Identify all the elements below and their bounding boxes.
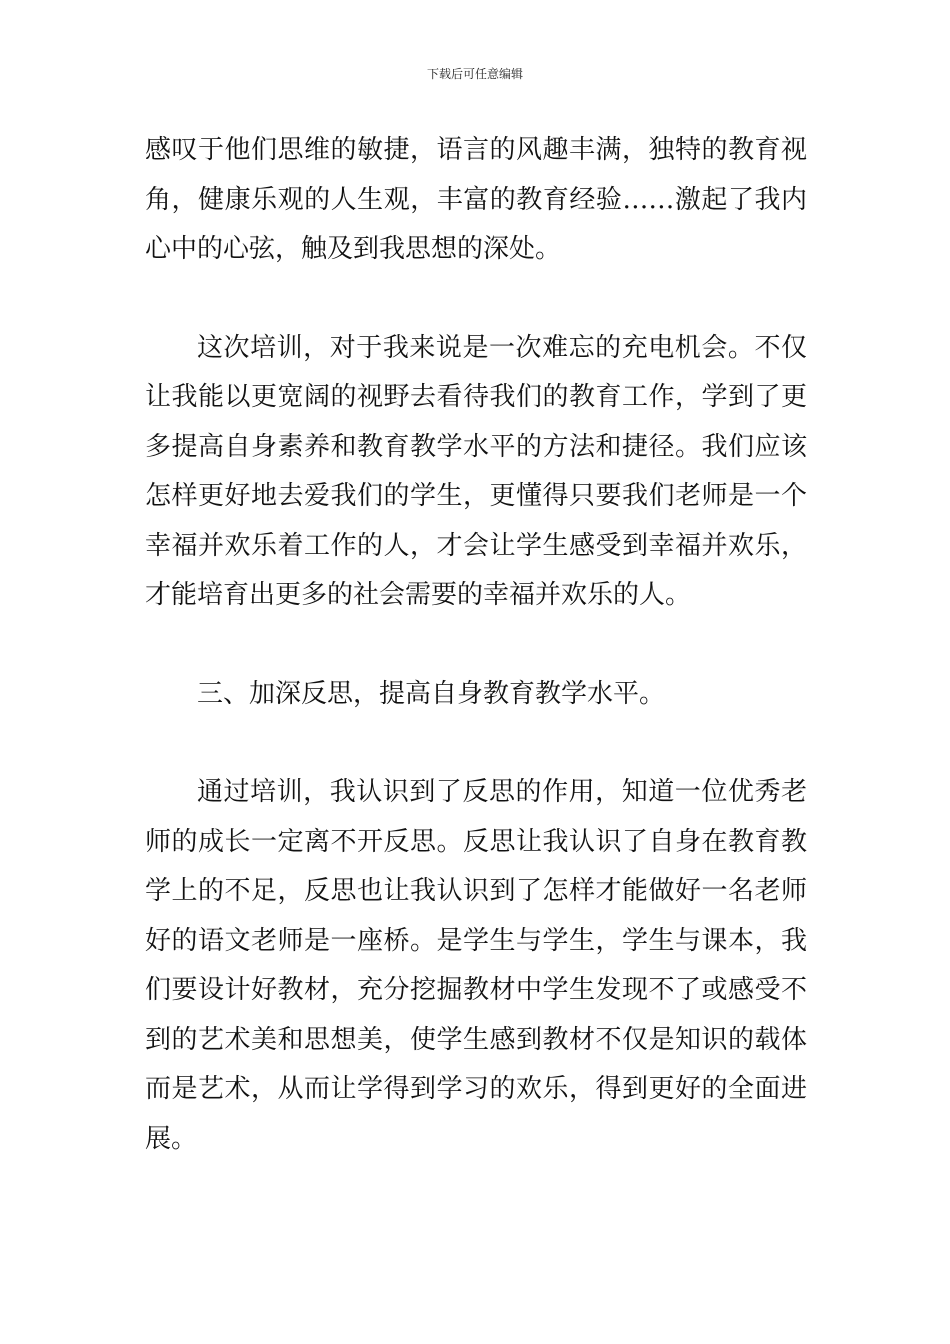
paragraph-reflection: 通过培训，我认识到了反思的作用，知道一位优秀老师的成长一定离不开反思。反思让我认识了自身在教育教学上的不足，反思也让我认识到了怎样才能做好一名老师好的语文老师是一座桥。是学生与学生，学生与课本，我们要设计好教材，充分挖掘教材中学生发现不了或感受不到的艺术美和思想美，使学生感到教材不仅是知识的载体而是艺术，从而让学得到学习的欢乐，得到更好的全面进展。 bbox=[145, 777, 807, 1154]
paragraph-continuation: 感叹于他们思维的敏捷，语言的风趣丰满，独特的教育视角，健康乐观的人生观，丰富的教育经验……激起了我内心中的心弦，触及到我思想的深处。 bbox=[145, 135, 807, 264]
page-header: 下载后可任意编辑 bbox=[426, 67, 523, 81]
document-body bbox=[145, 126, 807, 1164]
paragraph-training-reflection: 这次培训，对于我来说是一次难忘的充电机会。不仅让我能以更宽阔的视野去看待我们的教育工作，学到了更多提高自身素养和教育教学水平的方法和捷径。我们应该怎样更好地去爱我们的学生，更懂得只要我们老师是一个幸福并欢乐着工作的人，才会让学生感受到幸福并欢乐，才能培育出更多的社会需要的幸福并欢乐的人。 bbox=[145, 332, 807, 610]
section-heading: 三、加深反思，提高自身教育教学水平。 bbox=[197, 678, 666, 709]
